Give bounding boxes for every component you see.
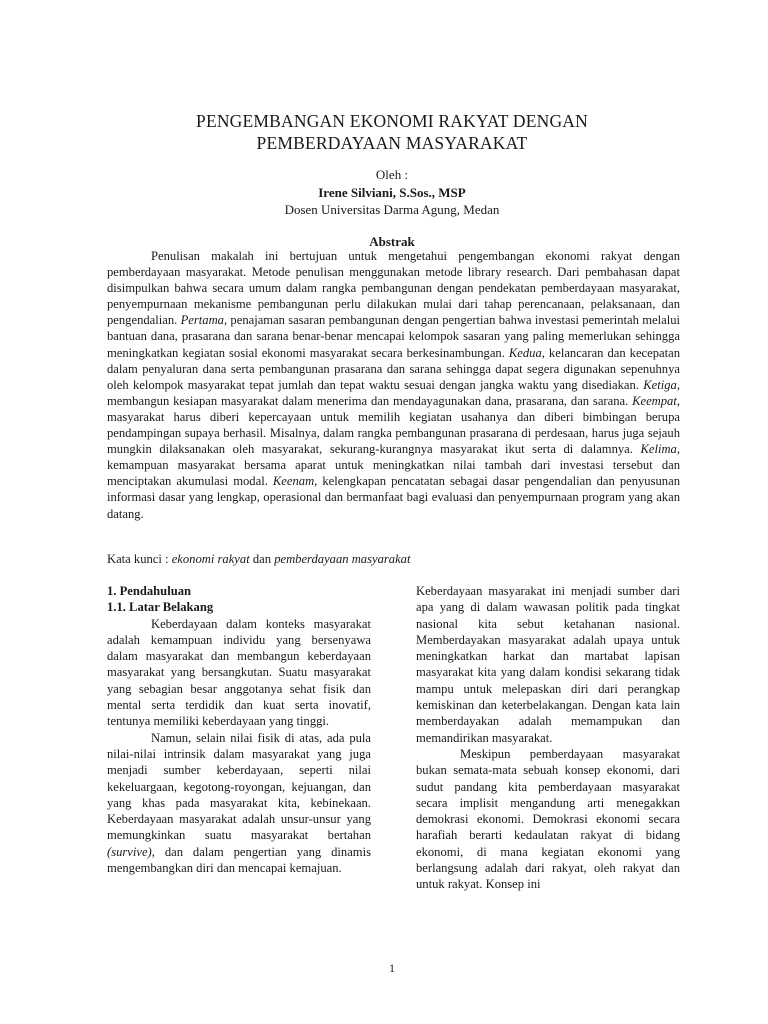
abstract-italic-6: Keenam, xyxy=(272,474,318,489)
title-line-1: PENGEMBANGAN EKONOMI RAKYAT DENGAN xyxy=(196,111,588,131)
section-heading: 1. Pendahuluan xyxy=(107,584,191,598)
paragraph-4: Meskipun pemberdayaan masyarakat bukan semata-mata sebuah konsep ekonomi, dari sudut pandang kita pemberdayaan masyarakat secara implisit mengandung arti menegakkan demokrasi ekonomi. Demokrasi ekonomi secara harafiah berarti kedaulatan rakyat di bidang ekonomi, di mana kegiatan ekonomi yang berlangsung adalah dari rakyat, oleh rakyat dan untuk rakyat. Konsep ini xyxy=(416,746,680,892)
page-number: 1 xyxy=(389,961,395,975)
abstract-text-7: kelengkapan pencatatan sebagai dasar pengendalian dan penyusunan informasi dasar yang lengkap, operasional dan bermanfaat bagi evaluasi dan penyempurnaan program yang akan datang. xyxy=(107,474,680,521)
author-name: Irene Silviani, S.Sos., MSP xyxy=(318,185,466,200)
keyword-2: pemberdayaan masyarakat xyxy=(274,552,411,566)
paragraph-2-italic: (survive), xyxy=(107,844,155,859)
abstract-italic-3: Ketiga, xyxy=(643,377,680,392)
author-affiliation: Dosen Universitas Darma Agung, Medan xyxy=(284,202,500,217)
column-right xyxy=(416,583,680,893)
abstract-text-2: penajaman sasaran pembangunan dengan pengertian bahwa investasi pemerintah melalui bantuan dana, prasarana dan sarana benar-benar mencapai kelompok sasaran yang paling memerlukan sehingga meningkatkan kegiatan sosial ekonomi masyarakat secara berkesinambungan. xyxy=(107,313,680,360)
keywords-joiner: dan xyxy=(249,552,275,566)
abstract-text-5: masyarakat harus diberi kepercayaan untuk memilih kegiatan usahanya dan diberi bimbingan berupa pendampingan supaya berhasil. Misalnya, dalam rangka pembangunan prasarana di perdesaan, harus juga sejauh mungkin dilaksanakan oleh masyarakat, sekurang-kurangnya masyarakat ikut serta di dalamnya. xyxy=(107,409,680,457)
keyword-1: ekonomi rakyat xyxy=(171,552,250,566)
byline-oleh: Oleh : xyxy=(375,167,409,182)
abstract-heading: Abstrak xyxy=(369,234,415,249)
subsection-heading: 1.1. Latar Belakang xyxy=(107,600,214,615)
abstract-text-1: Penulisan makalah ini bertujuan untuk mengetahui pengembangan ekonomi rakyat dengan pemberdayaan masyarakat. Metode penulisan menggunakan metode library research. Dari pembahasan dapat disimpulkan bahwa secara umum dalam rangka pembangunan dengan pendekatan pemberdayaan masyarakat, penyempurnaan mekanisme pembangunan perlu dilakukan mulai dari tahap perencanaan, pelaksanaan, dan pengendalian. xyxy=(107,249,680,328)
paragraph-2-text-a: Namun, selain nilai fisik di atas, ada pula nilai-nilai intrinsik dalam masyarakat yang juga menjadi sumber keberdayaan, seperti nilai kekeluargaan, kegotong-royongan, kejuangan, dan yang khas pada masyarakat kita, kebinekaan. Keberdayaan masyarakat adalah unsur-unsur yang memungkinkan suatu masyarakat bertahan xyxy=(107,730,371,843)
paragraph-2 xyxy=(107,730,371,877)
abstract-italic-1: Pertama, xyxy=(180,313,228,328)
keywords-label: Kata kunci : xyxy=(107,552,172,566)
paragraph-3: Keberdayaan masyarakat ini menjadi sumber dari apa yang di dalam wawasan politik pada tingkat nasional kita sebut ketahanan nasional. Memberdayakan masyarakat adalah upaya untuk meningkatkan harkat dan martabat lapisan masyarakat kita yang dalam kondisi sekarang tidak mampu untuk melepaskan diri dari perangkap kemiskinan dan keterbelakangan. Dengan kata lain memberdayakan adalah memampukan dan memandirikan masyarakat. xyxy=(416,584,680,745)
paragraph-1: Keberdayaan dalam konteks masyarakat adalah kemampuan individu yang bersenyawa dalam masyarakat dan membangun keberdayaan masyarakat yang bersangkutan. Suatu masyarakat yang sebagian besar anggotanya sehat fisik dan mental serta terdidik dan kuat serta inovatif, tentunya memiliki keberdayaan yang tinggi. xyxy=(107,616,371,729)
column-left xyxy=(107,583,371,876)
paper-title xyxy=(100,110,684,154)
title-line-2: PEMBERDAYAAN MASYARAKAT xyxy=(256,133,528,153)
abstract-text-3: kelancaran dan kecepatan dalam penyaluran dana serta pembangunan prasarana dan sarana sehingga dapat segera digunakan sepenuhnya oleh kelompok masyarakat tepat jumlah dan tepat waktu sesuai dengan jangka waktu yang disediakan. xyxy=(107,345,680,392)
abstract-italic-4: Keempat, xyxy=(632,393,680,408)
abstract-italic-5: Kelima, xyxy=(640,442,680,457)
abstract-text-4: membangun kesiapan masyarakat dalam menerima dan mendayagunakan dana, prasarana, dan sarana. xyxy=(107,393,633,408)
abstract-italic-2: Kedua, xyxy=(508,345,545,360)
paragraph-2-text-b: dan dalam pengertian yang dinamis mengembangkan diri dan mencapai kemajuan. xyxy=(107,844,371,876)
abstract-body xyxy=(107,248,680,522)
keywords xyxy=(107,552,410,567)
abstract-text-6: kemampuan masyarakat bersama aparat untuk meningkatkan nilai tambah dari investasi tersebut dan menciptakan akumulasi modal. xyxy=(107,458,680,489)
